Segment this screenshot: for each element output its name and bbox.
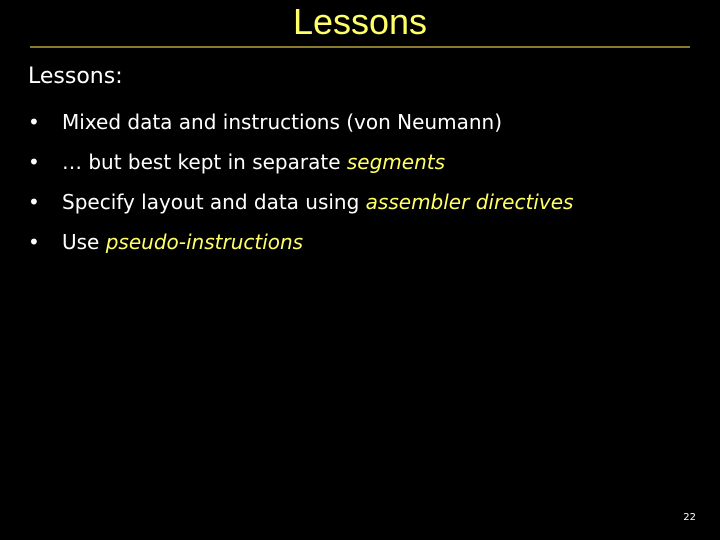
bullet-text	[62, 185, 573, 219]
title-divider	[30, 46, 690, 48]
bullet-text	[62, 145, 445, 179]
bullet-icon: •	[28, 110, 40, 134]
bullet-highlight: assembler directives	[365, 190, 574, 214]
bullet-text-plain: Use	[62, 230, 106, 254]
bullet-highlight: pseudo-instructions	[105, 230, 304, 254]
bullet-text	[62, 105, 502, 139]
bullet-highlight: segments	[346, 150, 446, 174]
bullet-icon: •	[28, 150, 40, 174]
bullet-icon: •	[28, 190, 40, 214]
bullet-text-plain: … but best kept in separate	[62, 150, 347, 174]
page-number: 22	[683, 512, 696, 523]
bullet-text-plain: Mixed data and instructions (von Neumann)	[62, 110, 502, 134]
bullet-text	[62, 225, 303, 259]
bullet-icon: •	[28, 230, 40, 254]
slide-title: Lessons	[292, 1, 428, 42]
bullet-text-plain: Specify layout and data using	[62, 190, 366, 214]
body-heading: Lessons:	[28, 64, 123, 89]
